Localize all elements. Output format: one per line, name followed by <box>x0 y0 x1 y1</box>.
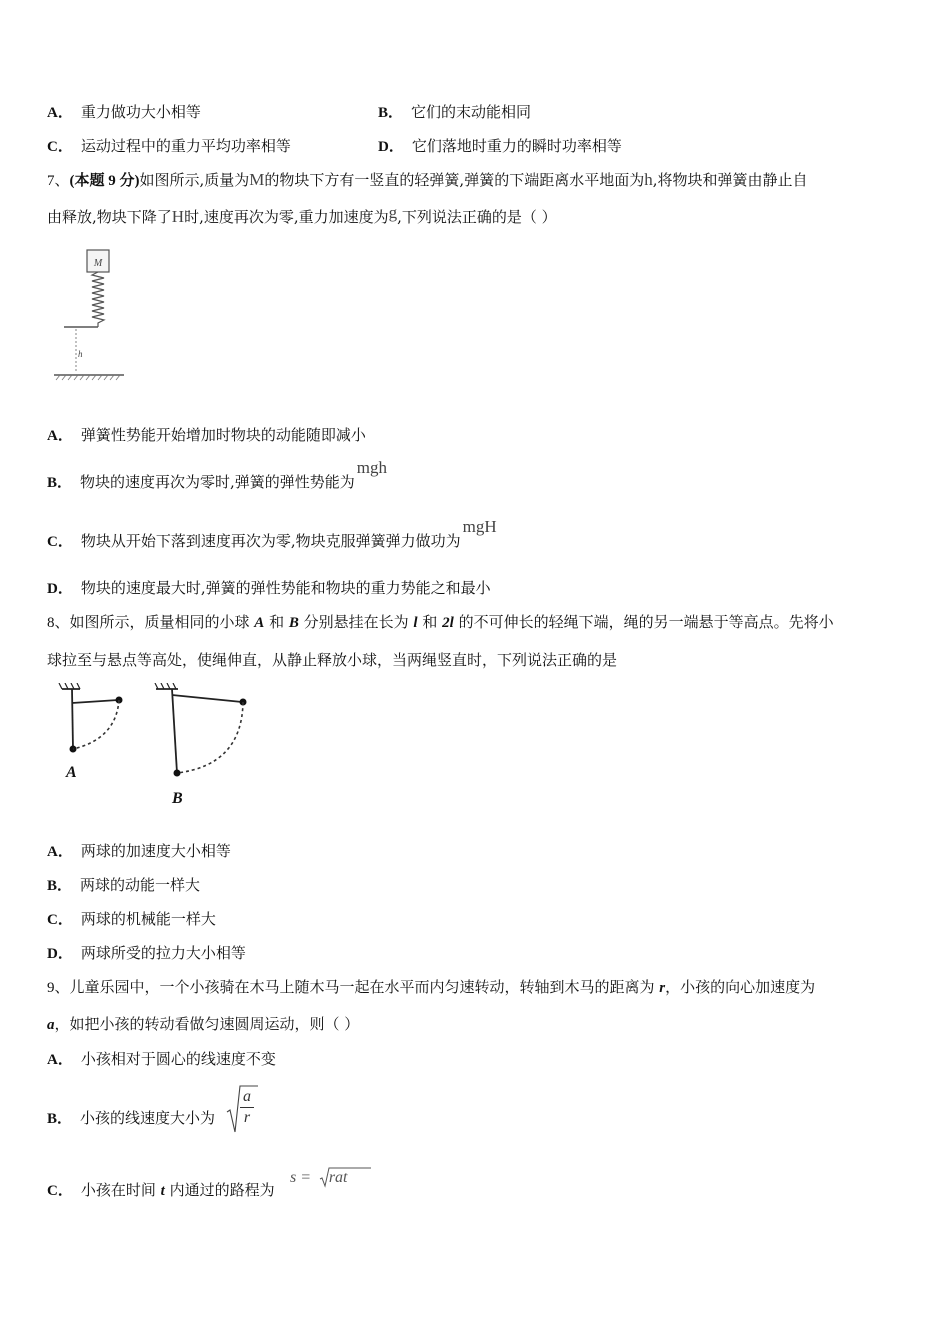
block-m-label: M <box>93 258 103 269</box>
q7-stem-line2: 由释放,物块下降了H时,速度再次为零,重力加速度为g,下列说法正确的是（ ） <box>47 203 557 226</box>
q9-stem-line2: a，如把小孩的转动看做匀速圆周运动，则（ ） <box>47 1015 360 1033</box>
q9-option-b: B． 小孩的线速度大小为 <box>47 1109 216 1127</box>
pendulum-a-label: A <box>66 764 77 781</box>
q8-stem-line1: 8、如图所示，质量相同的小球 A 和 B 分别悬挂在长为 l 和 2l 的不可伸长的轻绳下端，绳的另一端悬于等高点。先将小 <box>47 613 834 631</box>
q7-option-a: A． 弹簧性势能开始增加时物块的动能随即减小 <box>47 426 366 444</box>
spring-coil <box>92 272 104 327</box>
q8-pendulum-figure <box>50 683 260 808</box>
sqrt-sign-2 <box>319 1166 371 1188</box>
q8-stem-line2: 球拉至与悬点等高处，使绳伸直，从静止释放小球，当两绳竖直时，下列说法正确的是 <box>47 651 618 669</box>
q9-stem-line1: 9、儿童乐园中，一个小孩骑在木马上随木马一起在水平而内匀速转动，转轴到木马的距离为 r，小孩的向心加速度为 <box>47 978 816 996</box>
q9-option-c: C． 小孩在时间 t 内通过的路程为 <box>47 1181 275 1199</box>
fraction-a-over-r: $\frac{a}{r}$ <box>240 1087 254 1128</box>
ground-hatch <box>56 375 120 380</box>
q8-option-b: B． 两球的动能一样大 <box>47 876 201 894</box>
q9-option-b-formula <box>226 1082 258 1136</box>
pendulum-b-label: B <box>172 790 183 807</box>
q6-option-b: B． 它们的末动能相同 <box>378 103 532 121</box>
q6-option-d: D． 它们落地时重力的瞬时功率相等 <box>378 137 622 155</box>
q8-option-d: D． 两球所受的拉力大小相等 <box>47 944 246 962</box>
q6-option-c: C． 运动过程中的重力平均功率相等 <box>47 137 291 155</box>
q7-option-d: D． 物块的速度最大时,弹簧的弹性势能和物块的重力势能之和最小 <box>47 579 491 597</box>
q7-option-b: B． 物块的速度再次为零时,弹簧的弹性势能为mgh <box>47 458 388 491</box>
height-label: h <box>78 349 83 359</box>
q9-option-a: A． 小孩相对于圆心的线速度不变 <box>47 1050 276 1068</box>
sqrt-rat: rat <box>319 1168 348 1187</box>
q7-option-c: C． 物块从开始下落到速度再次为零,物块克服弹簧弹力做功为mgH <box>47 517 497 550</box>
q7-stem-line1: 7、(本题 9 分)如图所示,质量为M的物块下方有一竖直的轻弹簧,弹簧的下端距离水平地面为h,将物块和弹簧由静止自 <box>47 170 808 189</box>
q8-option-a: A． 两球的加速度大小相等 <box>47 842 231 860</box>
pendulum-a <box>59 683 123 781</box>
q6-option-a: A． 重力做功大小相等 <box>47 103 201 121</box>
q7-spring-figure <box>50 245 140 385</box>
q8-option-c: C． 两球的机械能一样大 <box>47 910 216 928</box>
pendulum-b <box>155 683 247 807</box>
q9-option-c-formula: s = rat <box>290 1168 347 1192</box>
